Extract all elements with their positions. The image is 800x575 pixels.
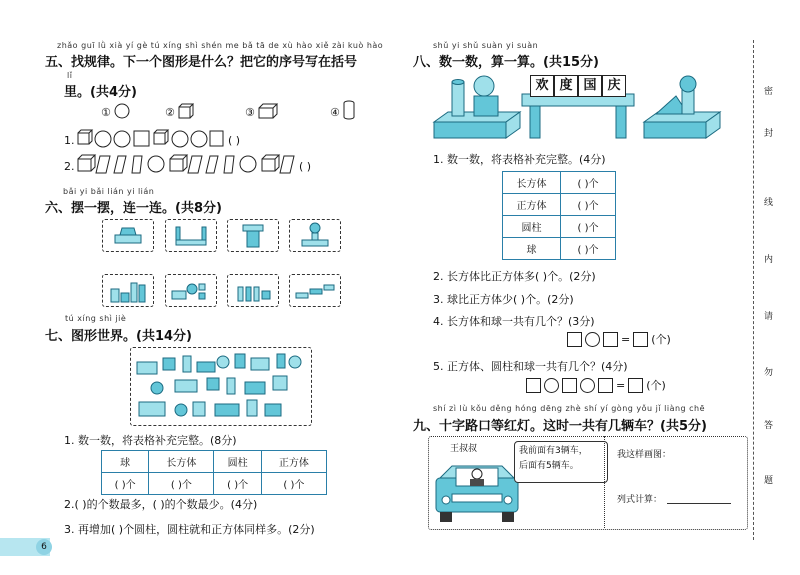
operator-circle[interactable] xyxy=(580,378,595,393)
seal-line xyxy=(753,40,754,540)
block-char-3: 国 xyxy=(578,75,602,97)
s7-title: 七、图形世界。(共14分) xyxy=(45,329,192,344)
cuboid-icon xyxy=(258,103,278,119)
s5-q1-label: 1. xyxy=(64,134,75,147)
margin-char-3: 线 xyxy=(764,198,774,208)
equals-sign: = xyxy=(616,378,626,392)
margin-char-7: 答 xyxy=(764,421,774,431)
calc-answer-line[interactable] xyxy=(667,503,731,504)
s7-cell-sphere[interactable]: ( )个 xyxy=(102,473,149,495)
s5-q1-answer[interactable]: ( ) xyxy=(228,134,241,147)
s7-cell-cuboid[interactable]: ( )个 xyxy=(149,473,214,495)
s6-bottom-card-1[interactable] xyxy=(102,274,154,307)
sphere-icon xyxy=(114,103,130,119)
answer-box[interactable] xyxy=(603,332,618,347)
s7-header-cylinder: 圆柱 xyxy=(214,451,261,473)
s8-q1: 1. 数一数，将表格补充完整。(4分) xyxy=(433,153,606,166)
s6-top-card-1[interactable] xyxy=(102,219,154,252)
s6-top-card-4[interactable] xyxy=(289,219,341,252)
answer-box[interactable] xyxy=(562,378,577,393)
s8-q3: 3. 球比正方体少( )个。(2分) xyxy=(433,293,574,306)
s6-bottom-card-3[interactable] xyxy=(227,274,279,307)
s5-pinyin-2: lǐ xyxy=(67,71,73,80)
bubble-line-1: 我前面有3辆车， xyxy=(519,446,588,456)
s8-title: 八、数一数，算一算。(共15分) xyxy=(413,55,599,70)
s6-title: 六、摆一摆，连一连。(共8分) xyxy=(45,201,222,216)
s8-count-table xyxy=(502,171,616,260)
calc-prompt: 列式计算： xyxy=(617,495,663,505)
cylinder-icon xyxy=(343,100,355,120)
s8-pinyin: shǔ yi shǔ suàn yi suàn xyxy=(433,41,539,50)
result-box[interactable] xyxy=(628,378,643,393)
equals-sign: = xyxy=(621,332,631,346)
answer-box[interactable] xyxy=(526,378,541,393)
s8-q4: 4. 长方体和球一共有几个？(3分) xyxy=(433,315,595,328)
s8-q4-equation xyxy=(567,331,671,347)
s7-cell-cylinder[interactable]: ( )个 xyxy=(214,473,261,495)
s6-top-card-2[interactable] xyxy=(165,219,217,252)
s8-row-cylinder: 圆柱 xyxy=(503,216,561,238)
unit-label: (个) xyxy=(651,333,671,346)
s6-bottom-card-4[interactable] xyxy=(289,274,341,307)
s8-row-sphere: 球 xyxy=(503,238,561,260)
s9-pinyin: shí zì lù kǒu děng hóng dēng zhè shí yí gòng yǒu jǐ liàng chē xyxy=(433,404,706,413)
pattern-row-2 xyxy=(76,153,300,175)
s5-option-3: ③ xyxy=(245,106,255,119)
s6-bottom-card-2[interactable] xyxy=(165,274,217,307)
margin-char-2: 封 xyxy=(764,129,774,139)
s5-title: 五、找规律。下一个图形是什么？把它的序号写在括号 xyxy=(45,55,358,70)
s9-title: 九、十字路口等红灯。这时一共有几辆车？(共5分) xyxy=(413,419,707,434)
cube-icon xyxy=(178,103,194,119)
operator-circle[interactable] xyxy=(544,378,559,393)
panel-divider xyxy=(604,436,606,528)
s5-q2-label: 2. xyxy=(64,160,75,173)
pattern-row-1 xyxy=(76,128,224,150)
s6-pinyin: bǎi yi bǎi lián yi lián xyxy=(63,187,155,196)
unit-label: (个) xyxy=(646,379,666,392)
s7-q2: 2.( )的个数最多，( )的个数最少。(4分) xyxy=(64,498,258,511)
s5-title-2: 里。(共4分) xyxy=(64,85,137,100)
s5-pinyin: zhǎo guī lǜ xià yí gè tú xíng shì shén me bǎ tā de xù hào xiě zài kuò hào xyxy=(57,41,384,50)
s8-q5: 5. 正方体、圆柱和球一共有几个？(4分) xyxy=(433,360,628,373)
block-char-2: 度 xyxy=(554,75,578,97)
result-box[interactable] xyxy=(633,332,648,347)
s6-top-card-3[interactable] xyxy=(227,219,279,252)
s8-cell-cube[interactable]: ( )个 xyxy=(561,194,616,216)
bubble-line-2: 后面有5辆车。 xyxy=(519,461,579,471)
s5-option-4: ④ xyxy=(330,106,340,119)
s5-option-2: ② xyxy=(165,106,175,119)
page-number: 6 xyxy=(36,539,52,555)
margin-char-4: 内 xyxy=(764,255,774,265)
s8-cell-cylinder[interactable]: ( )个 xyxy=(561,216,616,238)
s8-q5-equation xyxy=(526,377,666,393)
margin-char-1: 密 xyxy=(764,87,774,97)
s7-count-table xyxy=(101,450,327,495)
s8-cell-sphere[interactable]: ( )个 xyxy=(561,238,616,260)
speech-bubble xyxy=(514,441,608,483)
mixed-shapes-illustration xyxy=(131,348,311,425)
s7-shapes-box xyxy=(130,347,312,426)
s7-header-sphere: 球 xyxy=(102,451,149,473)
s8-row-cube: 正方体 xyxy=(503,194,561,216)
block-char-1: 欢 xyxy=(530,75,554,97)
answer-box[interactable] xyxy=(567,332,582,347)
s5-option-1: ① xyxy=(101,106,111,119)
margin-char-6: 勿 xyxy=(764,368,774,378)
speaker-name: 王叔叔 xyxy=(450,444,478,454)
draw-prompt: 我这样画图： xyxy=(617,450,672,460)
s7-q1: 1. 数一数，将表格补充完整。(8分) xyxy=(64,434,237,447)
car-driver-illustration xyxy=(432,452,522,526)
answer-box[interactable] xyxy=(598,378,613,393)
s7-q3: 3. 再增加( )个圆柱，圆柱就和正方体同样多。(2分) xyxy=(64,523,315,536)
s8-cell-cuboid[interactable]: ( )个 xyxy=(561,172,616,194)
s7-cell-cube[interactable]: ( )个 xyxy=(261,473,326,495)
s8-blocks xyxy=(530,75,626,97)
margin-char-5: 请 xyxy=(764,312,774,322)
operator-circle[interactable] xyxy=(585,332,600,347)
s7-pinyin: tú xíng shì jiè xyxy=(65,314,127,323)
s5-q2-answer[interactable]: ( ) xyxy=(299,160,312,173)
margin-char-8: 题 xyxy=(764,476,774,486)
s7-header-cuboid: 长方体 xyxy=(149,451,214,473)
s7-header-cube: 正方体 xyxy=(261,451,326,473)
block-char-4: 庆 xyxy=(602,75,626,97)
s8-q2: 2. 长方体比正方体多( )个。(2分) xyxy=(433,270,596,283)
s8-row-cuboid: 长方体 xyxy=(503,172,561,194)
